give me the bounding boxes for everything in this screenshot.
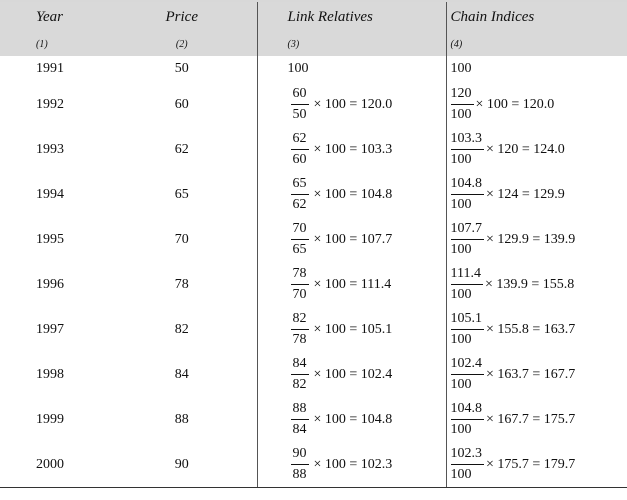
- price-cell: 78: [174, 276, 189, 292]
- denominator: 82: [292, 377, 307, 392]
- table-row: [0, 56, 627, 82]
- formula-result: × 155.8 = 163.7: [486, 321, 576, 337]
- chain-index-cell: [446, 127, 627, 172]
- table-row: [0, 127, 627, 172]
- chain-index-cell: [446, 217, 627, 262]
- numerator: 120: [451, 86, 474, 105]
- link-relative-cell: [257, 217, 446, 262]
- year-cell: 1993: [36, 141, 64, 157]
- numerator: 102.3: [451, 446, 485, 465]
- link-relative-formula: [288, 266, 392, 303]
- table-row: [0, 352, 627, 397]
- fraction: [451, 401, 485, 438]
- fraction: [451, 86, 474, 123]
- year-cell: 1992: [36, 96, 64, 112]
- denominator: 100: [450, 332, 472, 347]
- table-row: [0, 442, 627, 488]
- link-relative-cell: [257, 172, 446, 217]
- fraction: [451, 311, 485, 348]
- year-cell: 1995: [36, 231, 64, 247]
- fraction: [288, 86, 312, 123]
- formula-result: × 167.7 = 175.7: [486, 411, 576, 427]
- chain-index-formula: [451, 311, 576, 348]
- formula-result: × 100 = 104.8: [313, 411, 393, 427]
- price-cell: 84: [174, 366, 189, 382]
- chain-index-cell: [446, 262, 627, 307]
- link-relative-formula: [288, 311, 393, 348]
- denominator: 78: [292, 332, 307, 347]
- formula-result: × 129.9 = 139.9: [486, 231, 576, 247]
- formula-result: × 100 = 104.8: [313, 186, 393, 202]
- numerator: 62: [291, 131, 309, 150]
- denominator: 88: [292, 467, 307, 482]
- numerator: 70: [291, 221, 309, 240]
- formula-result: × 100 = 105.1: [313, 321, 393, 337]
- formula-result: × 100 = 102.4: [313, 366, 393, 382]
- formula-result: × 100 = 120.0: [475, 96, 555, 112]
- column-number: (3): [257, 32, 446, 56]
- column-number-row: [0, 32, 627, 56]
- year-cell: 1997: [36, 321, 64, 337]
- chain-index-formula: [451, 176, 565, 213]
- denominator: 70: [292, 287, 307, 302]
- fraction: [451, 131, 485, 168]
- price-cell: 70: [174, 231, 189, 247]
- chain-index-formula: [451, 356, 576, 393]
- denominator: 100: [450, 152, 472, 167]
- link-relative-formula: [288, 446, 393, 483]
- fraction: [288, 356, 312, 393]
- numerator: 103.3: [451, 131, 485, 150]
- table-row: [0, 307, 627, 352]
- denominator: 50: [292, 107, 307, 122]
- numerator: 78: [291, 266, 309, 285]
- fraction: [288, 221, 312, 258]
- fraction: [451, 266, 483, 303]
- numerator: 102.4: [451, 356, 485, 375]
- year-cell: 1999: [36, 411, 64, 427]
- formula-result: × 139.9 = 155.8: [484, 276, 575, 292]
- fraction: [288, 176, 312, 213]
- chain-index-cell: [446, 307, 627, 352]
- chain-index-cell: [446, 82, 627, 127]
- table-body: [0, 56, 627, 488]
- formula-result: × 120 = 124.0: [486, 141, 565, 157]
- denominator: 65: [292, 242, 307, 257]
- year-cell: 1991: [36, 61, 64, 76]
- table-row: [0, 82, 627, 127]
- link-relative-cell: [257, 397, 446, 442]
- numerator: 111.4: [451, 266, 483, 285]
- formula-result: × 163.7 = 167.7: [486, 366, 576, 382]
- header-chain-indices: Chain Indices: [446, 2, 627, 32]
- numerator: 65: [291, 176, 309, 195]
- fraction: [451, 221, 485, 258]
- fraction: [451, 176, 485, 213]
- formula-result: × 100 = 107.7: [313, 231, 393, 247]
- table-row: [0, 397, 627, 442]
- table-row: [0, 172, 627, 217]
- price-cell: 90: [107, 442, 257, 488]
- fraction: [288, 401, 312, 438]
- formula-result: × 100 = 102.3: [313, 456, 393, 472]
- table-header: [0, 2, 627, 56]
- header-row: [0, 2, 627, 32]
- denominator: 100: [450, 422, 472, 437]
- denominator: 100: [450, 107, 472, 122]
- formula-result: × 100 = 103.3: [313, 141, 393, 157]
- link-relative-formula: [288, 401, 393, 438]
- denominator: 100: [450, 242, 472, 257]
- chain-index-formula: [451, 131, 565, 168]
- fraction: [288, 131, 312, 168]
- chain-index-formula: [451, 86, 555, 123]
- fraction: [288, 446, 312, 483]
- column-number: (4): [446, 32, 627, 56]
- link-relative-cell: [257, 127, 446, 172]
- year-cell: 1996: [36, 276, 64, 292]
- numerator: 90: [291, 446, 309, 465]
- fraction: [288, 311, 312, 348]
- numerator: 84: [291, 356, 309, 375]
- formula-result: × 124 = 129.9: [486, 186, 565, 202]
- fraction: [288, 266, 312, 303]
- formula-result: × 175.7 = 179.7: [486, 456, 576, 472]
- header-link-relatives: Link Relatives: [257, 2, 446, 32]
- denominator: 100: [450, 377, 472, 392]
- header-year: Year: [0, 2, 107, 32]
- formula-result: × 100 = 120.0: [313, 96, 393, 112]
- chain-index-formula: [451, 266, 575, 303]
- link-relative-formula: [288, 131, 393, 168]
- price-cell: 88: [174, 411, 189, 427]
- price-cell: 60: [174, 96, 189, 112]
- denominator: 100: [450, 287, 472, 302]
- chain-index-cell: [446, 397, 627, 442]
- numerator: 104.8: [451, 176, 485, 195]
- numerator: 60: [291, 86, 309, 105]
- link-relative-cell: [257, 352, 446, 397]
- chain-index-formula: [451, 221, 576, 258]
- table-row: [0, 217, 627, 262]
- price-cell: 82: [174, 321, 189, 337]
- chain-index-cell: [446, 172, 627, 217]
- link-relative-formula: [288, 176, 393, 213]
- numerator: 104.8: [451, 401, 485, 420]
- fraction: [451, 356, 485, 393]
- price-cell: 65: [174, 186, 189, 202]
- numerator: 107.7: [451, 221, 485, 240]
- year-cell: 1998: [36, 366, 64, 382]
- link-relative-cell: [257, 307, 446, 352]
- chain-index-formula: [451, 401, 576, 438]
- denominator: 62: [292, 197, 307, 212]
- link-relative-cell: 100: [257, 56, 446, 82]
- price-cell: 50: [174, 61, 189, 76]
- chain-index-cell: 100: [446, 56, 627, 82]
- numerator: 105.1: [451, 311, 485, 330]
- chain-index-table: [0, 2, 627, 488]
- denominator: 100: [450, 197, 472, 212]
- link-relative-formula: [288, 221, 393, 258]
- chain-index-cell: [446, 442, 627, 488]
- chain-index-formula: [451, 446, 576, 483]
- link-relative-cell: [257, 262, 446, 307]
- column-number: (1): [0, 32, 107, 56]
- numerator: 82: [291, 311, 309, 330]
- column-number: (2): [107, 32, 257, 56]
- year-cell: 1994: [36, 186, 64, 202]
- link-relative-formula: [288, 356, 393, 393]
- denominator: 100: [450, 467, 472, 482]
- link-relative-cell: [257, 82, 446, 127]
- numerator: 88: [291, 401, 309, 420]
- link-relative-cell: [257, 442, 446, 488]
- header-price: Price: [107, 2, 257, 32]
- year-cell: 2000: [0, 442, 107, 488]
- price-cell: 62: [174, 141, 189, 157]
- denominator: 84: [292, 422, 307, 437]
- table-row: [0, 262, 627, 307]
- link-relative-formula: [288, 86, 393, 123]
- fraction: [451, 446, 485, 483]
- formula-result: × 100 = 111.4: [313, 276, 392, 292]
- denominator: 60: [292, 152, 307, 167]
- chain-index-cell: [446, 352, 627, 397]
